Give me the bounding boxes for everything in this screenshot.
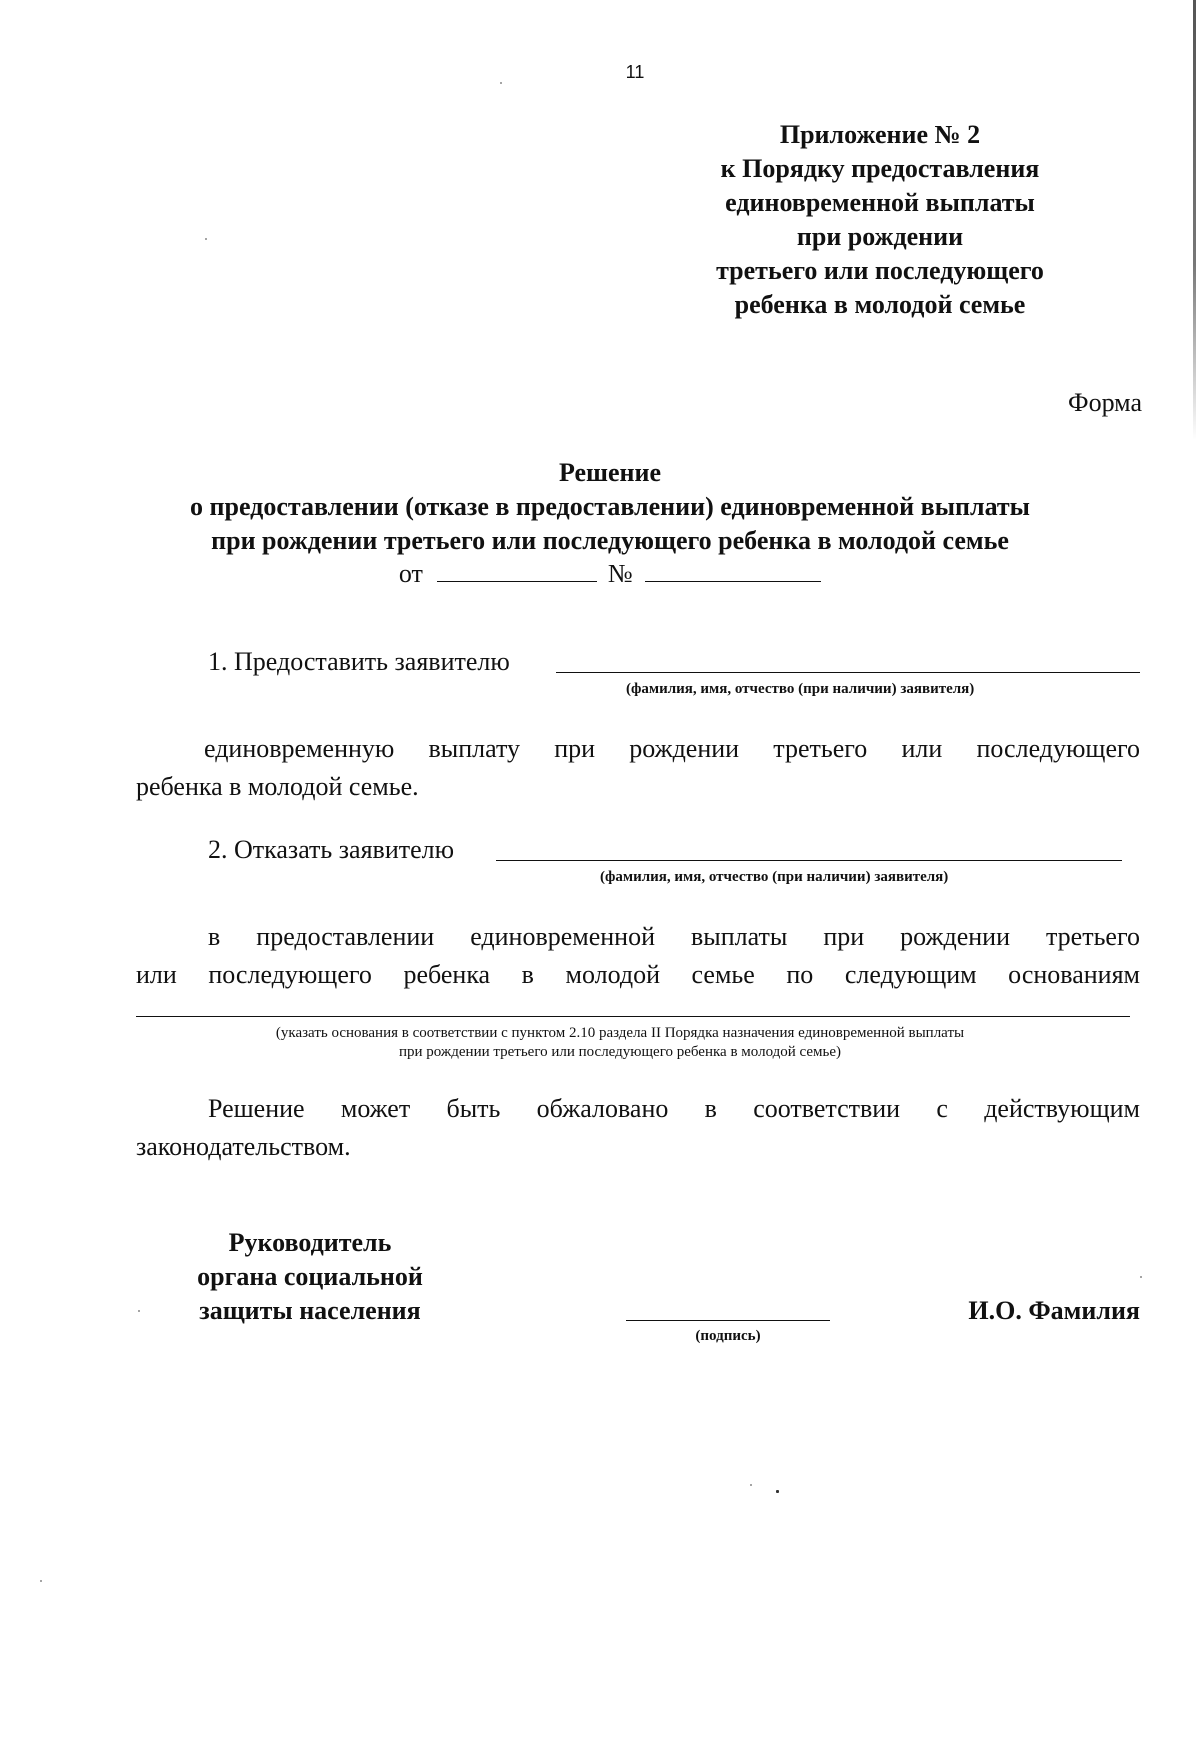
item1-hint: (фамилия, имя, отчество (при наличии) заявителя) bbox=[626, 681, 975, 697]
item1-text bbox=[136, 730, 1140, 806]
appendix-line: ребенка в молодой семье bbox=[734, 290, 1026, 319]
appendix-header bbox=[660, 118, 1100, 322]
scan-edge-shadow bbox=[1193, 0, 1196, 440]
scan-speck bbox=[750, 1484, 752, 1486]
signature-hint: (подпись) bbox=[695, 1328, 761, 1344]
appeal-text-line: Решение может быть обжаловано в соответствии с действующим bbox=[208, 1094, 1140, 1123]
scan-speck bbox=[138, 1310, 140, 1312]
item1-text-line: ребенка в молодой семье. bbox=[136, 772, 419, 801]
item2-text-line: в предоставлении единовременной выплаты при рождении третьего bbox=[208, 922, 1140, 951]
signature-field[interactable] bbox=[626, 1320, 830, 1321]
appeal-text-line: законодательством. bbox=[136, 1132, 351, 1161]
scan-speck bbox=[1140, 1276, 1142, 1278]
appendix-line: к Порядку предоставления bbox=[720, 154, 1040, 183]
decision-title bbox=[110, 456, 1110, 558]
item2-text-line: или последующего ребенка в молодой семье по следующим основаниям bbox=[136, 960, 1140, 989]
scan-speck bbox=[40, 1580, 42, 1582]
scan-speck bbox=[205, 238, 207, 240]
signer-title bbox=[170, 1226, 450, 1328]
item1-label: 1. Предоставить заявителю bbox=[208, 647, 510, 676]
date-number-line bbox=[110, 558, 1110, 590]
appendix-line: при рождении bbox=[796, 222, 964, 251]
appendix-line: третьего или последующего bbox=[716, 256, 1044, 285]
number-blank-field[interactable] bbox=[645, 559, 821, 582]
number-label: № bbox=[607, 559, 633, 588]
signer-title-line: защиты населения bbox=[199, 1296, 421, 1325]
signer-title-line: органа социальной bbox=[197, 1262, 423, 1291]
item2-text bbox=[136, 918, 1140, 994]
item1-text-line: единовременную выплату при рождении третьего или последующего bbox=[204, 734, 1140, 763]
scan-speck bbox=[500, 82, 502, 84]
title-line: при рождении третьего или последующего ребенка в молодой семье bbox=[211, 526, 1009, 555]
grounds-hint-line: при рождении третьего или последующего ребенка в молодой семье) bbox=[398, 1044, 842, 1060]
grounds-hint bbox=[140, 1024, 1100, 1062]
appendix-line: единовременной выплаты bbox=[725, 188, 1035, 217]
item2-hint: (фамилия, имя, отчество (при наличии) заявителя) bbox=[600, 869, 949, 885]
scan-speck bbox=[776, 1490, 779, 1493]
date-blank-field[interactable] bbox=[437, 559, 597, 582]
grounds-hint-line: (указать основания в соответствии с пунктом 2.10 раздела II Порядка назначения единовременной выплаты bbox=[275, 1025, 965, 1041]
signer-title-line: Руководитель bbox=[228, 1228, 392, 1257]
appendix-line: Приложение № 2 bbox=[779, 120, 981, 149]
grounds-field[interactable] bbox=[136, 1016, 1130, 1017]
from-label: от bbox=[398, 559, 423, 588]
page-number: 11 bbox=[625, 62, 645, 82]
item1-applicant-field[interactable] bbox=[556, 672, 1140, 673]
appeal-text bbox=[136, 1090, 1140, 1166]
title-line: Решение bbox=[558, 458, 662, 487]
item2-applicant-field[interactable] bbox=[496, 860, 1122, 861]
signer-name: И.О. Фамилия bbox=[968, 1296, 1140, 1325]
item2-label: 2. Отказать заявителю bbox=[208, 835, 455, 864]
title-line: о предоставлении (отказе в предоставлении) единовременной выплаты bbox=[190, 492, 1030, 521]
form-label: Форма bbox=[1068, 388, 1142, 417]
